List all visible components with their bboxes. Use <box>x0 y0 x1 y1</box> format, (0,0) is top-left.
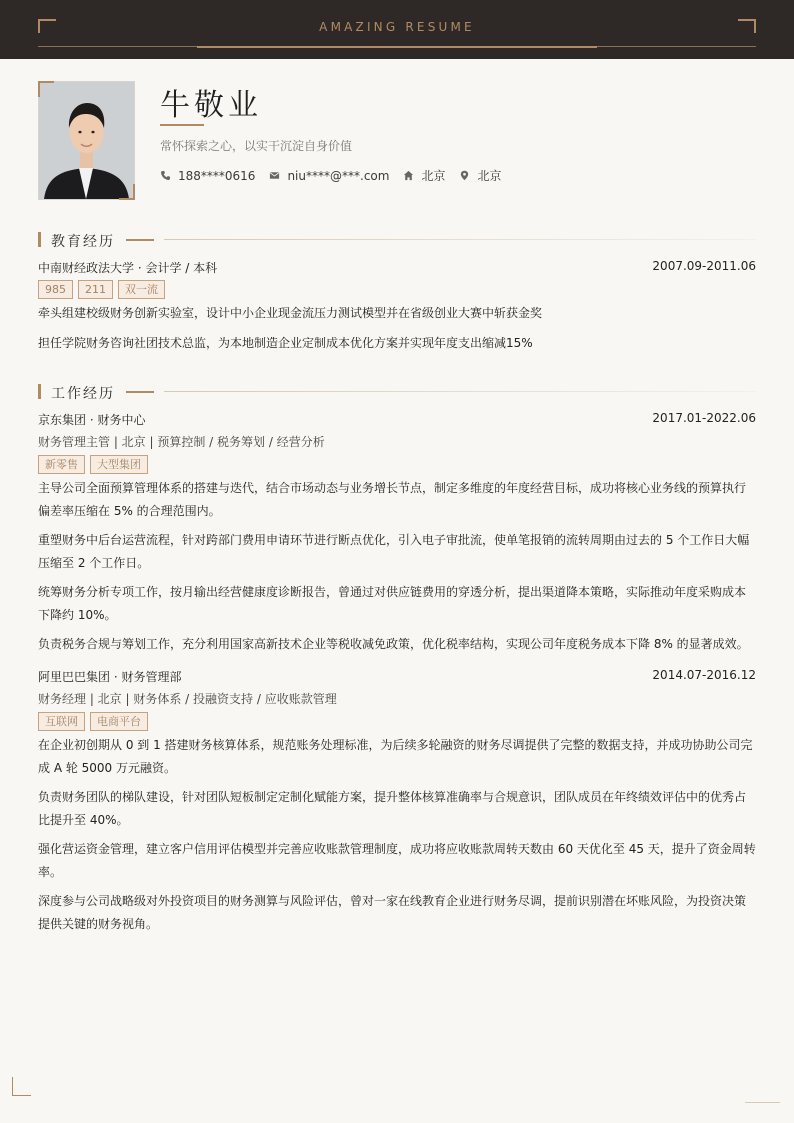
phone-icon <box>160 170 171 181</box>
job-role: 财务管理主管 | 北京 | 预算控制 / 税务筹划 / 经营分析 <box>38 435 325 449</box>
header-divider-accent <box>197 46 597 48</box>
footer-corner-ornament <box>12 1077 31 1096</box>
section-title: 工作经历 <box>51 386 115 402</box>
brand-title: AMAZING RESUME <box>319 20 475 34</box>
tag: 985 <box>38 280 73 299</box>
job-item: 负责税务合规与筹划工作，充分利用国家高新技术企业等税收减免政策，优化税率结构，实现公司年度税务成本下降 8% 的显著成效。 <box>38 637 749 651</box>
job-item: 在企业初创期从 0 到 1 搭建财务核算体系，规范账务处理标准，为后续多轮融资的财务尽调提供了完整的数据支持，并成功协助公司完成 A 轮 5000 万元融资。 <box>38 738 753 775</box>
education-section-header <box>38 231 756 249</box>
education-item: 牵头组建校级财务创新实验室，设计中小企业现金流压力测试模型并在省级创业大赛中斩获金奖 <box>38 306 543 320</box>
job-item: 重塑财务中后台运营流程，针对跨部门费用申请环节进行断点优化，引入电子审批流，使单笔报销的流转周期由过去的 5 个工作日大幅压缩至 2 个工作日。 <box>38 533 750 570</box>
candidate-motto: 常怀探索之心，以实干沉淀自身价值 <box>160 139 353 153</box>
section-dash <box>126 391 154 393</box>
work-section-header <box>38 383 756 401</box>
education-entry-header <box>38 259 756 276</box>
candidate-name: 牛敬业 <box>160 88 262 123</box>
footer-rule <box>745 1102 780 1103</box>
job-item: 统筹财务分析专项工作，按月输出经营健康度诊断报告，曾通过对供应链费用的穿透分析，提出渠道降本策略，实际推动年度采购成本下降约 10%。 <box>38 585 747 622</box>
tag: 新零售 <box>38 455 85 474</box>
location-text: 北京 <box>477 169 502 183</box>
home-icon <box>403 170 414 181</box>
name-underline <box>160 124 204 126</box>
email-text: niu****@***.com <box>287 168 390 183</box>
section-marker <box>38 232 41 247</box>
section-title: 教育经历 <box>51 234 115 250</box>
home-text: 北京 <box>421 169 446 183</box>
company-name: 阿里巴巴集团 · 财务管理部 <box>38 670 182 684</box>
contact-row <box>160 167 515 184</box>
section-rule <box>164 239 756 240</box>
photo-corner-top-left <box>38 81 54 97</box>
header-band <box>0 0 794 59</box>
tag: 211 <box>78 280 113 299</box>
job-item: 负责财务团队的梯队建设，针对团队短板制定定制化赋能方案，提升整体核算准确率与合规意识，团队成员在年终绩效评估中的优秀占比提升至 40%。 <box>38 790 747 827</box>
job-item: 强化营运资金管理，建立客户信用评估模型并完善应收账款管理制度，成功将应收账款周转天数由 60 天优化至 45 天，提升了资金周转率。 <box>38 842 756 879</box>
phone-text: 188****0616 <box>178 168 256 183</box>
school-name: 中南财经政法大学 · 会计学 / 本科 <box>38 261 218 275</box>
contact-phone <box>160 169 255 183</box>
job-dates: 2017.01-2022.06 <box>652 411 756 425</box>
job-role: 财务经理 | 北京 | 财务体系 / 投融资支持 / 应收账款管理 <box>38 692 337 706</box>
job-entry-header <box>38 411 756 428</box>
job-tags <box>38 455 153 474</box>
tag: 电商平台 <box>90 712 148 731</box>
education-tags <box>38 280 170 299</box>
section-dash <box>126 239 154 241</box>
person-portrait-icon <box>39 82 134 199</box>
company-name: 京东集团 · 财务中心 <box>38 413 146 427</box>
job-tags <box>38 712 153 731</box>
location-pin-icon <box>459 170 470 181</box>
tag: 大型集团 <box>90 455 148 474</box>
job-item: 深度参与公司战略级对外投资项目的财务测算与风险评估，曾对一家在线教育企业进行财务尽调，提前识别潜在坏账风险，为投资决策提供关键的财务视角。 <box>38 894 747 931</box>
section-rule <box>164 391 756 392</box>
tag: 双一流 <box>118 280 165 299</box>
tag: 互联网 <box>38 712 85 731</box>
job-item: 主导公司全面预算管理体系的搭建与迭代，结合市场动态与业务增长节点，制定多维度的年度经营目标，成功将核心业务线的预算执行偏差率压缩在 5% 的合理范围内。 <box>38 481 747 518</box>
profile-photo <box>38 81 135 200</box>
job-dates: 2014.07-2016.12 <box>652 668 756 682</box>
photo-corner-bottom-right <box>119 184 135 200</box>
mail-icon <box>269 170 280 181</box>
contact-location <box>459 167 501 184</box>
education-item: 担任学院财务咨询社团技术总监，为本地制造企业定制成本优化方案并实现年度支出缩减15% <box>38 336 533 350</box>
contact-email <box>269 169 389 183</box>
job-entry-header <box>38 668 756 685</box>
contact-home <box>403 167 445 184</box>
section-marker <box>38 384 41 399</box>
education-dates: 2007.09-2011.06 <box>652 259 756 273</box>
